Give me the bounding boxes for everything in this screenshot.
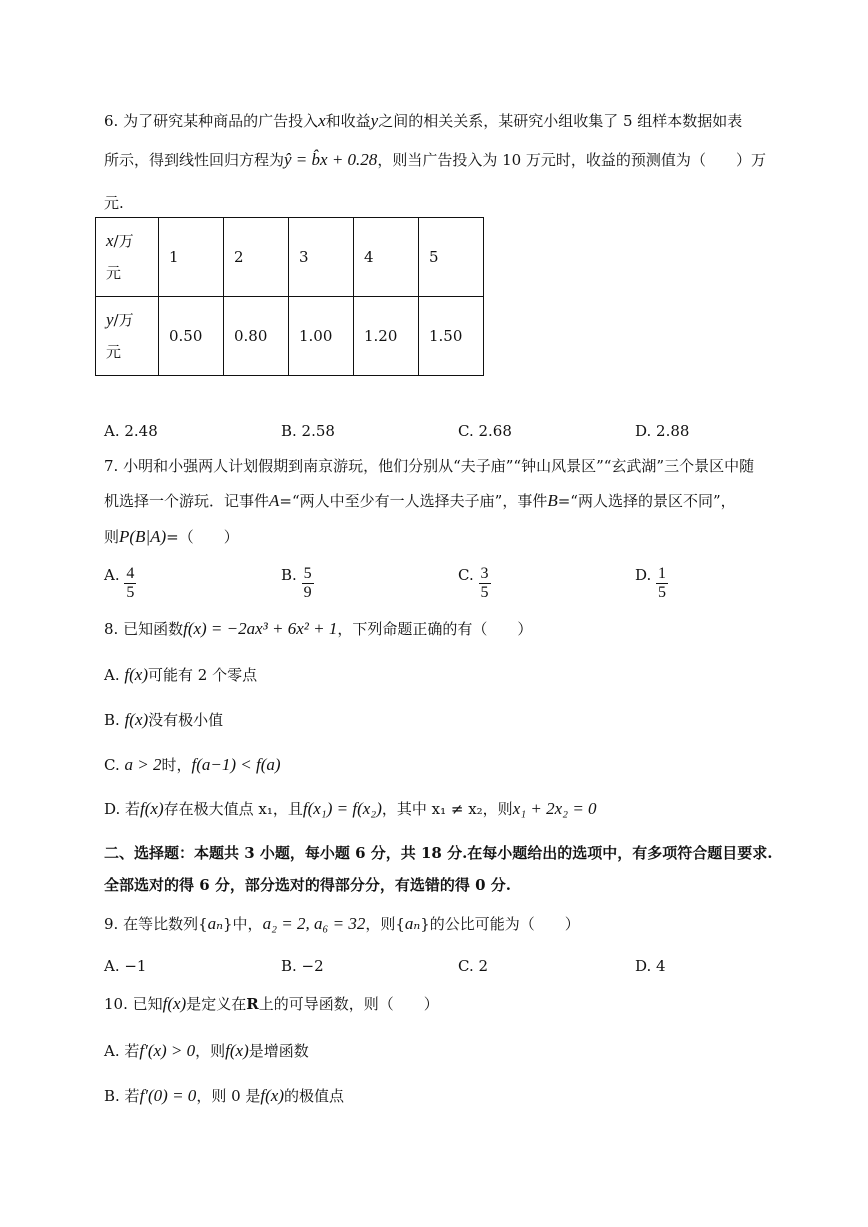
- q7-text: =“两人中至少有一人选择夫子庙”，事件: [279, 492, 548, 510]
- option-text: 时，: [161, 756, 192, 774]
- q9-text: 9. 在等比数列{: [104, 915, 208, 933]
- denominator: 5: [480, 584, 489, 601]
- option-text: 可能有 2 个零点: [147, 666, 258, 684]
- function-definition: f(x) = −2ax³ + 6x² + 1: [183, 619, 338, 638]
- table-header-x: [96, 218, 159, 297]
- header-unit: /万: [113, 232, 134, 250]
- option-c: C. 2.68: [458, 422, 512, 440]
- math-expr: x₁ + 2x₂ = 0: [512, 799, 597, 818]
- fraction: [302, 565, 314, 602]
- table-cell: 1.00: [289, 297, 354, 376]
- var-x: x: [318, 111, 326, 130]
- q8-option-a: [104, 664, 257, 686]
- q6-text: 之间的相关关系，某研究小组收集了 5 组样本数据如表: [378, 112, 743, 130]
- q6-text: 所示，得到线性回归方程为: [104, 151, 285, 169]
- math-expr: f(x): [124, 665, 148, 684]
- math-expr: f(x): [162, 994, 187, 1013]
- denominator: 5: [126, 584, 135, 601]
- q8-option-d: [104, 798, 597, 820]
- math-expr: f(x): [124, 710, 149, 729]
- math-expr: f(a−1) < f(a): [191, 755, 281, 774]
- section-heading: 二、选择题：本题共 3 小题，每小题 6 分，共 18 分.在每小题给出的选项中，有多项符合题目要求.: [104, 844, 773, 862]
- option-label: D. 若: [104, 800, 141, 818]
- event-b: B: [547, 491, 558, 510]
- table-cell: 0.80: [224, 297, 289, 376]
- q7-options: [104, 563, 804, 607]
- conditional-probability: P(B|A): [119, 527, 167, 546]
- math-expr: f(x): [260, 1086, 284, 1105]
- table-row-x: [96, 218, 484, 297]
- option-b: B. 2.58: [281, 422, 335, 440]
- math-expr: f′(0) = 0: [139, 1086, 197, 1105]
- table-cell: 0.50: [159, 297, 224, 376]
- q7-text: 机选择一个游玩．记事件: [104, 492, 270, 510]
- q7-text: =“两人选择的景区不同”，: [557, 492, 736, 510]
- q8-option-b: [104, 709, 223, 731]
- q6-data-table: [95, 217, 484, 376]
- option-d: [635, 565, 668, 602]
- numerator: 1: [658, 565, 667, 582]
- option-a: A. 2.48: [104, 422, 158, 440]
- header-var: x: [106, 231, 114, 250]
- q6-line3: [104, 192, 124, 214]
- option-text: 没有极小值: [148, 711, 224, 729]
- numerator: 5: [303, 565, 312, 582]
- q6-text: 6. 为了研究某种商品的广告投入: [104, 112, 319, 130]
- option-text: A. 若: [104, 1042, 140, 1060]
- table-cell: 4: [354, 218, 419, 297]
- header-unit: 元: [106, 264, 122, 282]
- option-text: ，则 0 是: [196, 1087, 261, 1105]
- q8-line1: [104, 618, 532, 640]
- q6-line1: [104, 110, 742, 132]
- math-expr: a₂ = 2, a₆ = 32: [262, 914, 366, 933]
- q10-line1: [104, 993, 439, 1015]
- q10-text: 10. 已知: [104, 995, 163, 1013]
- math-expr: f(x₁) = f(x₂): [302, 799, 382, 818]
- fraction: [656, 565, 668, 602]
- option-text: 的极值点: [284, 1087, 345, 1105]
- option-b: [281, 565, 314, 602]
- option-label: B.: [104, 711, 120, 729]
- denominator: 9: [303, 584, 312, 601]
- math-expr: f(x): [140, 799, 164, 818]
- q6-text: ，则当广告投入为 10 万元时，收益的预测值为（ ）万: [377, 151, 766, 169]
- header-unit: /万: [113, 311, 134, 329]
- option-label: C.: [104, 756, 120, 774]
- q10-text: 上的可导函数，则（ ）: [258, 995, 439, 1013]
- math-expr: a > 2: [124, 755, 162, 774]
- table-header-y: [96, 297, 159, 376]
- option-label: C.: [458, 565, 474, 584]
- regression-equation: ŷ = b̂x + 0.28: [284, 150, 378, 169]
- q9-text: }中，: [223, 915, 263, 933]
- q10-text: 是定义在: [186, 995, 247, 1013]
- table-cell: 1.50: [419, 297, 484, 376]
- q6-text: 元.: [104, 194, 124, 212]
- option-a: [104, 565, 136, 602]
- option-label: B.: [281, 565, 297, 584]
- q7-line3: [104, 526, 239, 548]
- numerator: 4: [126, 565, 135, 582]
- math-expr: aₙ: [207, 914, 224, 933]
- option-text: 存在极大值点 x₁，且: [163, 800, 303, 818]
- option-text: B. 若: [104, 1087, 140, 1105]
- math-expr: aₙ: [404, 914, 421, 933]
- q9-text: }的公比可能为（ ）: [420, 915, 580, 933]
- q8-option-c: [104, 754, 281, 776]
- q8-text: ，下列命题正确的有（ ）: [337, 620, 533, 638]
- denominator: 5: [658, 584, 667, 601]
- option-c: [458, 565, 491, 602]
- q9-line1: [104, 913, 580, 935]
- table-cell: 3: [289, 218, 354, 297]
- option-d: D. 4: [635, 957, 666, 975]
- q9-text: ，则{: [365, 915, 405, 933]
- q7-line1: [104, 455, 754, 477]
- q6-line2: [104, 149, 766, 171]
- header-var: y: [106, 310, 114, 329]
- q7-text: =（ ）: [166, 528, 239, 546]
- math-expr: R: [246, 995, 259, 1013]
- math-expr: f′(x) > 0: [139, 1041, 196, 1060]
- option-c: C. 2: [458, 957, 489, 975]
- option-text: ，则: [195, 1042, 226, 1060]
- table-cell: 1.20: [354, 297, 419, 376]
- q8-text: 8. 已知函数: [104, 620, 184, 638]
- q10-option-a: [104, 1040, 309, 1062]
- table-row-y: [96, 297, 484, 376]
- q7-line2: [104, 490, 736, 512]
- q10-option-b: [104, 1085, 344, 1107]
- option-label: D.: [635, 565, 652, 584]
- option-label: A.: [104, 565, 120, 584]
- header-unit: 元: [106, 343, 122, 361]
- option-b: B. −2: [281, 957, 324, 975]
- fraction: [479, 565, 491, 602]
- option-a: A. −1: [104, 957, 147, 975]
- option-text: ，其中 x₁ ≠ x₂，则: [381, 800, 513, 818]
- event-a: A: [269, 491, 280, 510]
- table-cell: 1: [159, 218, 224, 297]
- option-text: 是增函数: [248, 1042, 309, 1060]
- q6-text: 和收益: [325, 112, 371, 130]
- table-cell: 2: [224, 218, 289, 297]
- math-expr: f(x): [225, 1041, 249, 1060]
- fraction: [124, 565, 136, 602]
- section-instructions: 全部选对的得 6 分，部分选对的得部分分，有选错的得 0 分.: [104, 876, 511, 894]
- q7-text: 则: [104, 528, 120, 546]
- option-label: A.: [104, 666, 120, 684]
- numerator: 3: [480, 565, 489, 582]
- q7-text: 7. 小明和小强两人计划假期到南京游玩，他们分别从“夫子庙”“钟山风景区”“玄武湖”三个景区中随: [104, 457, 755, 475]
- table-cell: 5: [419, 218, 484, 297]
- option-d: D. 2.88: [635, 422, 690, 440]
- var-y: y: [370, 111, 379, 130]
